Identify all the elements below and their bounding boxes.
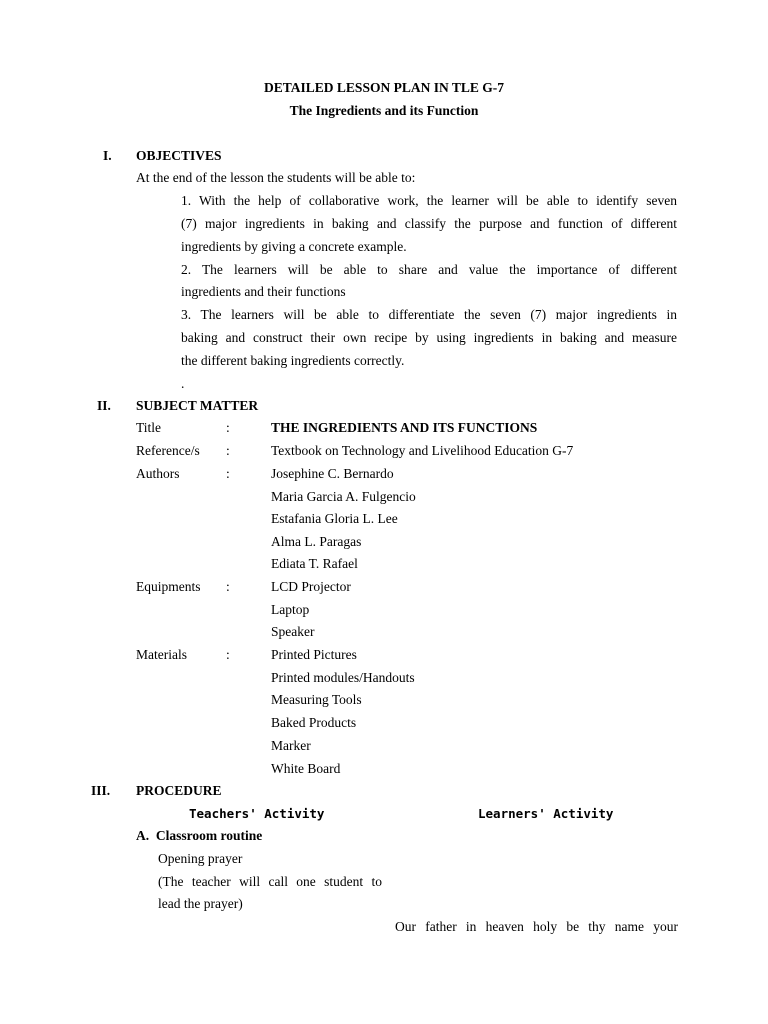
- field-label-title: Title: [136, 420, 162, 435]
- column-header-teachers-activity: Teachers' Activity: [189, 806, 325, 821]
- equipment-item: Laptop: [271, 602, 310, 617]
- objective-line: the different baking ingredients correctly.: [181, 353, 405, 368]
- author-name: Alma L. Paragas: [271, 534, 362, 549]
- author-name: Maria Garcia A. Fulgencio: [271, 489, 416, 504]
- field-colon: :: [226, 466, 230, 481]
- teacher-activity-line: (The teacher will call one student to: [158, 874, 382, 889]
- objective-line: ingredients by giving a concrete example.: [181, 239, 407, 254]
- objective-line: .: [181, 376, 185, 391]
- equipment-item: LCD Projector: [271, 579, 351, 594]
- equipment-item: Speaker: [271, 624, 315, 639]
- procedure-subheading-classroom-routine: A. Classroom routine: [136, 828, 263, 843]
- material-item: Marker: [271, 738, 311, 753]
- section-heading-subject-matter: SUBJECT MATTER: [136, 398, 259, 413]
- document-subtitle: The Ingredients and its Function: [289, 103, 479, 118]
- field-colon: :: [226, 420, 230, 435]
- objective-line: 3. The learners will be able to differentiate the seven (7) major ingredients in: [181, 307, 677, 322]
- objectives-intro: At the end of the lesson the students will be able to:: [136, 170, 416, 185]
- objective-line: 1. With the help of collaborative work, the learner will be able to identify seven: [181, 193, 677, 208]
- material-item: Printed modules/Handouts: [271, 670, 415, 685]
- objective-line: ingredients and their functions: [181, 284, 346, 299]
- material-item: Printed Pictures: [271, 647, 357, 662]
- author-name: Ediata T. Rafael: [271, 556, 358, 571]
- field-colon: :: [226, 579, 230, 594]
- field-value-title: THE INGREDIENTS AND ITS FUNCTIONS: [271, 420, 538, 435]
- section-numeral-subject-matter: II.: [97, 398, 111, 413]
- author-name: Estafania Gloria L. Lee: [271, 511, 398, 526]
- section-heading-objectives: OBJECTIVES: [136, 148, 222, 163]
- field-label-authors: Authors: [136, 466, 180, 481]
- material-item: Measuring Tools: [271, 692, 362, 707]
- section-numeral-objectives: I.: [103, 148, 112, 163]
- field-label-reference: Reference/s: [136, 443, 200, 458]
- field-colon: :: [226, 443, 230, 458]
- section-heading-procedure: PROCEDURE: [136, 783, 222, 798]
- teacher-activity-line: lead the prayer): [158, 896, 243, 911]
- learner-activity-line: Our father in heaven holy be thy name your: [395, 919, 678, 934]
- field-value-reference: Textbook on Technology and Livelihood Education G-7: [271, 443, 574, 458]
- field-colon: :: [226, 647, 230, 662]
- document-title: DETAILED LESSON PLAN IN TLE G-7: [264, 80, 504, 95]
- field-label-materials: Materials: [136, 647, 187, 662]
- objective-line: 2. The learners will be able to share and value the importance of different: [181, 262, 677, 277]
- column-header-learners-activity: Learners' Activity: [478, 806, 614, 821]
- author-name: Josephine C. Bernardo: [271, 466, 394, 481]
- section-numeral-procedure: III.: [91, 783, 111, 798]
- objective-line: baking and construct their own recipe by using ingredients in baking and measure: [181, 330, 677, 345]
- teacher-activity-line: Opening prayer: [158, 851, 243, 866]
- field-label-equipments: Equipments: [136, 579, 201, 594]
- objective-line: (7) major ingredients in baking and classify the purpose and function of different: [181, 216, 677, 231]
- material-item: White Board: [271, 761, 341, 776]
- material-item: Baked Products: [271, 715, 357, 730]
